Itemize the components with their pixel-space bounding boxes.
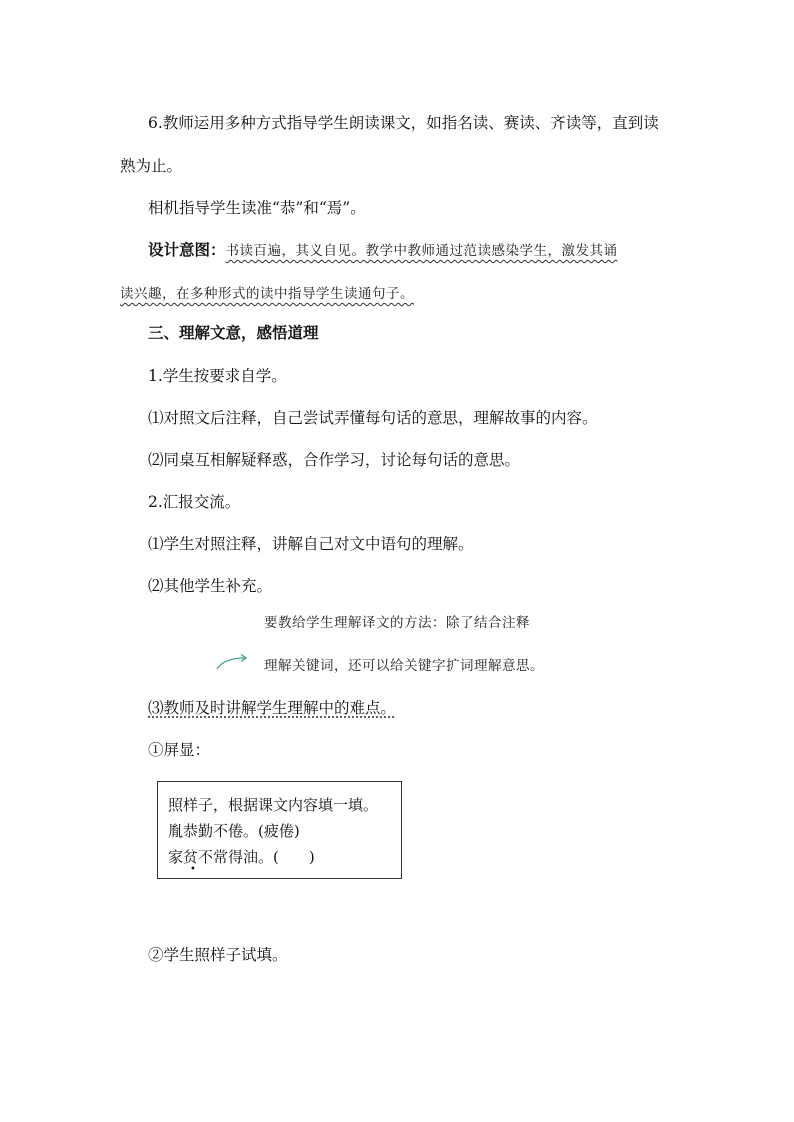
exercise-box — [157, 781, 402, 879]
step-1b: ⑵同桌互相解疑释惑，合作学习，讨论每句话的意思。 — [148, 451, 521, 469]
step-2c — [148, 697, 396, 719]
student-fill-step: ②学生照样子试填。 — [148, 946, 288, 964]
step-2b: ⑵其他学生补充。 — [148, 577, 273, 595]
exercise-example: 胤恭勤不倦。(疲倦) — [168, 822, 300, 840]
design-intent-line2 — [120, 282, 414, 305]
guide-read-paragraph: 相机指导学生读准“恭”和“焉”。 — [148, 199, 366, 217]
design-intent-text1: 书读百遍，其义自见。教学中教师通过范读感染学生，激发其诵 — [225, 243, 618, 259]
step-2a: ⑴学生对照注释，讲解自己对文中语句的理解。 — [148, 535, 474, 553]
design-intent-label: 设计意图： — [148, 240, 226, 259]
annotation-line2: 理解关键词，还可以给关键字扩词理解意思。 — [264, 658, 544, 674]
design-intent-line1 — [148, 239, 618, 262]
step-1a: ⑴对照文后注释，自己尝试弄懂每句话的意思，理解故事的内容。 — [148, 409, 598, 427]
exercise-question — [168, 844, 401, 870]
exercise-emphasis-char: 贫 — [183, 848, 199, 866]
annotation-line1: 要教给学生理解译文的方法：除了结合注释 — [264, 615, 530, 631]
step-2: 2.汇报交流。 — [148, 493, 241, 511]
exercise-question-post: 不常得油。( ) — [198, 848, 315, 866]
exercise-instruction: 照样子，根据课文内容填一填。 — [168, 796, 379, 814]
section-3-heading: 三、理解文意，感悟道理 — [148, 323, 319, 342]
design-intent-text2: 读兴趣，在多种形式的读中指导学生读通句子。 — [120, 286, 414, 302]
screen-display-label: ①屏显： — [148, 741, 211, 759]
step-2c-text: ⑶教师及时讲解学生理解中的难点。 — [148, 699, 397, 717]
paragraph-6-line1: 6.教师运用多种方式指导学生朗读课文，如指名读、赛读、齐读等，直到读 — [148, 114, 659, 132]
exercise-question-pre: 家 — [168, 848, 184, 866]
curved-arrow-icon — [214, 652, 250, 672]
paragraph-6-line2: 熟为止。 — [120, 157, 183, 175]
step-1: 1.学生按要求自学。 — [148, 367, 287, 385]
